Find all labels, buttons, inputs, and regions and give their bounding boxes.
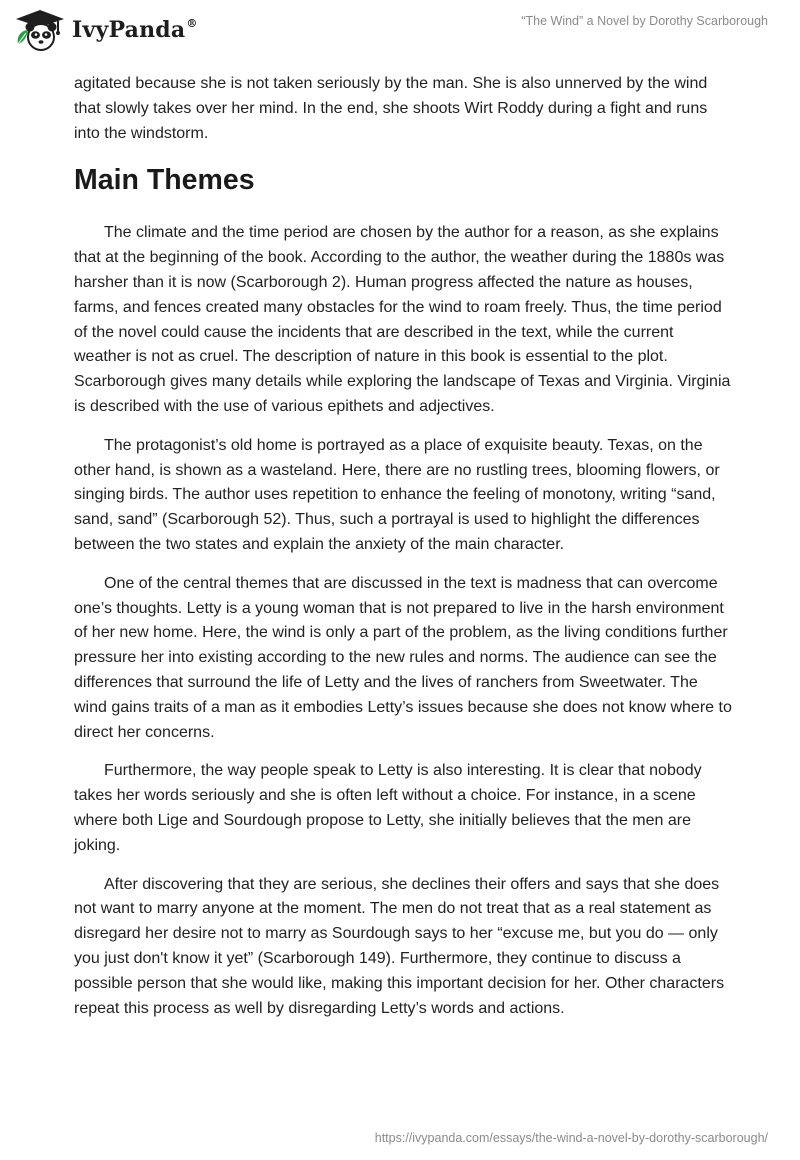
panda-graduate-icon — [14, 8, 66, 52]
ivypanda-logo[interactable] — [14, 8, 198, 52]
page-header — [0, 0, 800, 70]
body-paragraph: Furthermore, the way people speak to Letty is also interesting. It is clear that nobody takes her words seriously and she is often left without a choice. For instance, in a scene where both Lige and Sourdough propose to Letty, she initially believes that the men are joking. — [74, 762, 702, 854]
body-paragraph: The climate and the time period are chosen by the author for a reason, as she explains that at the beginning of the book. According to the author, the weather during the 1880s was harsher than it is now (Scarborough 2). Human progress affected the nature as houses, farms, and fences created many obstacles for the wind to roam freely. Thus, the time period of the novel could cause the incidents that are described in the text, while the current weather is not as cruel. The description of nature in this book is essential to the plot. Scarborough gives many details while exploring the landscape of Texas and Virginia. Virginia is described with the use of various epithets and adjectives. — [74, 224, 731, 415]
source-url[interactable]: https://ivypanda.com/essays/the-wind-a-novel-by-dorothy-scarborough/ — [374, 1131, 768, 1145]
section-heading: Main Themes — [74, 164, 255, 197]
brand-name: IvyPanda® — [72, 17, 198, 43]
body-paragraph: After discovering that they are serious, she declines their offers and says that she does not want to marry anyone at the moment. The men do not treat that as a real statement as disregard her desire not to marry as Sourdough says to her “excuse me, but you do — only you just don't know it yet” (Scarborough 149). Furthermore, they continue to discuss a possible person that she would like, making this important decision for her. Other characters repeat this process as well by disregarding Letty’s words and actions. — [74, 875, 725, 1017]
intro-paragraph: agitated because she is not taken seriously by the man. She is also unnerved by the wind that slowly takes over her mind. In the end, she shoots Wirt Roddy during a fight and runs into the windstorm. — [74, 75, 708, 142]
essay-body — [74, 72, 734, 1035]
document-title: “The Wind” a Novel by Dorothy Scarborough — [521, 14, 768, 28]
body-paragraph: One of the central themes that are discussed in the text is madness that can overcome one’s thoughts. Letty is a young woman that is not prepared to live in the harsh environment of her new home. Here, the wind is only a part of the problem, as the living conditions further pressure her into existing according to the new rules and norms. The audience can see the differences that surround the life of Letty and the lives of ranchers from Sweetwater. The wind gains traits of a man as it embodies Letty’s issues because she does not know where to direct her concerns. — [74, 574, 732, 741]
body-paragraph: The protagonist’s old home is portrayed as a place of exquisite beauty. Texas, on the other hand, is shown as a wasteland. Here, there are no rustling trees, blooming flowers, or singing birds. The author uses repetition to enhance the feeling of monotony, writing “sand, sand, sand” (Scarborough 52). Thus, such a portrayal is used to highlight the differences between the two states and explain the anxiety of the main character. — [74, 436, 720, 553]
